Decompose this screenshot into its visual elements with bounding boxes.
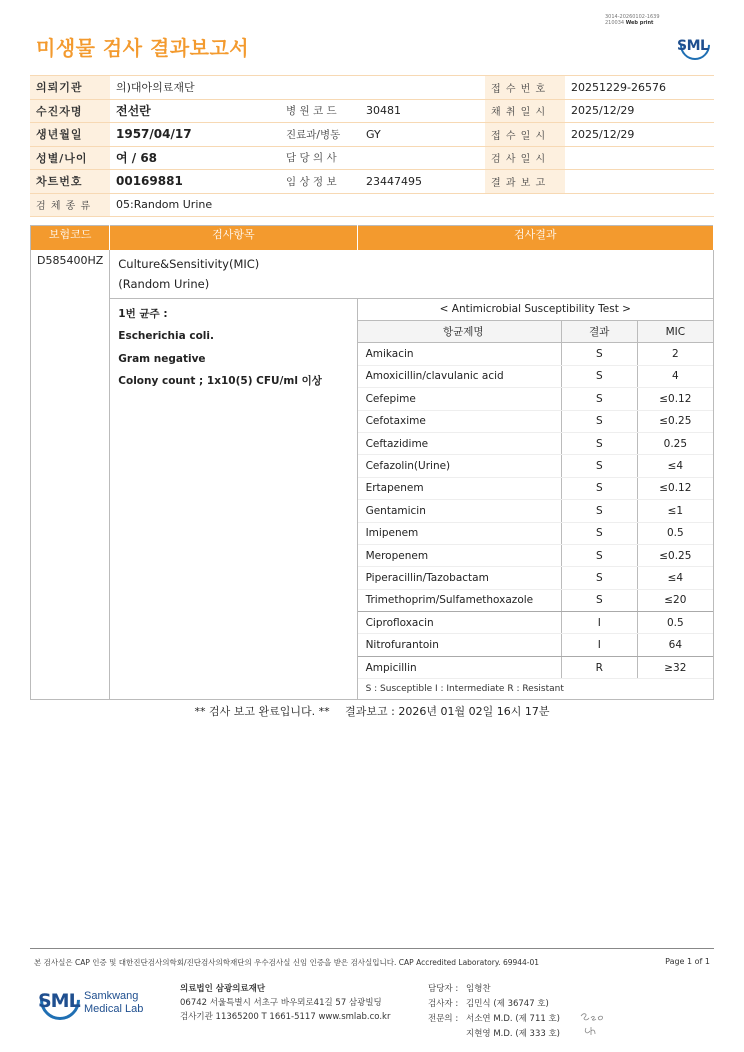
label-patient-name: 수진자명 [30,99,110,123]
header-test-item: 검사항목 [110,226,357,250]
footer-logo-name-line2: Medical Lab [84,1003,144,1015]
footer-logo [38,980,158,1030]
ast-col-drug: 항균제명 [358,321,562,343]
value-result-report [565,170,714,194]
drug-mic: 0.5 [637,612,713,634]
value-hospital-code: 30481 [360,99,485,123]
organism-name: Escherichia coli. [118,330,214,342]
staff-role: 전문의 : [428,1014,459,1024]
drug-name: Trimethoprim/Sulfamethoxazole [358,589,562,611]
staff-name: 지현영 M.D. (제 333 호) [466,1029,561,1039]
label-birth-date: 생년월일 [30,123,110,147]
ast-legend-row [358,679,713,699]
print-stamp-type: Web print [625,20,654,26]
staff-role [428,1027,466,1042]
value-accession-no: 20251229-26576 [565,76,714,100]
info-row [30,99,714,123]
staff-row [428,997,560,1012]
staff-role: 담당자 : [428,984,459,994]
ast-panel [357,298,713,699]
organism-info [110,298,357,699]
ast-row [358,656,713,678]
drug-name: Cefotaxime [358,410,562,432]
ast-row [358,589,713,611]
drug-result: S [561,365,637,387]
drug-mic: ≤20 [637,589,713,611]
print-stamp-id: 3014-20260102-1639 [605,14,660,20]
organism-row [31,298,714,699]
certification-note: 본 검사실은 CAP 인증 및 대한진단검사의학회/진단검사의학재단의 우수검사실 신임 인증을 받은 검사실입니다. CAP Accredited Laboratory. 69944-01 [34,958,540,967]
ast-caption-row [358,299,713,321]
footer-staff [428,982,560,1042]
logo-text: SML [677,38,709,54]
test-row [31,250,714,299]
drug-result: S [561,455,637,477]
drug-mic: 2 [637,343,713,365]
insurance-code: D585400HZ [31,250,110,700]
value-department: GY [360,123,485,147]
test-name [110,250,714,299]
handwritten-signature-icon [578,1010,608,1043]
drug-mic: 0.5 [637,522,713,544]
label-sex-age: 성별/나이 [30,146,110,170]
label-clinical-info: 임 상 정 보 [280,170,360,194]
footer-divider [30,948,714,949]
value-requesting-org: 의)대아의료재단 [110,76,485,100]
drug-name: Ertapenem [358,477,562,499]
drug-mic: ≤0.25 [637,410,713,432]
report-complete-message: ** 검사 보고 완료입니다. ** [194,705,330,718]
sml-logo [676,28,714,64]
drug-name: Ceftazidime [358,432,562,454]
print-stamp-code: 210034 [605,20,625,26]
drug-mic: ≤4 [637,567,713,589]
info-row [30,193,714,217]
signature-graphic [578,1010,608,1038]
drug-name: Cefepime [358,388,562,410]
value-patient-name: 전선란 [110,99,280,123]
page-number: Page 1 of 1 [665,957,710,966]
value-physician [360,146,485,170]
info-row [30,146,714,170]
results-header-row [31,226,714,250]
ast-row [358,567,713,589]
drug-name: Ciprofloxacin [358,612,562,634]
footer-address-line: 06742 서울특별시 서초구 바우뫼로41길 57 삼광빌딩 [180,998,382,1008]
drug-mic: 0.25 [637,432,713,454]
staff-row [428,982,560,997]
ast-row [358,455,713,477]
test-name-line2: (Random Urine) [118,276,210,291]
drug-result: S [561,500,637,522]
ast-col-mic: MIC [637,321,713,343]
gram-stain: Gram negative [118,352,206,365]
label-accession-no: 접 수 번 호 [485,76,565,100]
label-test-date: 검 사 일 시 [485,146,565,170]
drug-mic: ≤0.12 [637,477,713,499]
drug-result: R [561,656,637,678]
value-clinical-info: 23447495 [360,170,485,194]
ast-row [358,388,713,410]
footer-logo-name-line1: Samkwang [84,990,139,1002]
print-stamp [605,14,660,26]
value-birth-date: 1957/04/17 [110,123,280,147]
drug-result: S [561,567,637,589]
info-row [30,76,714,100]
footer-address [180,982,390,1024]
organism-label: 1번 균주 : [118,307,168,320]
label-collection-date: 채 취 일 시 [485,99,565,123]
footer-logo-name [84,990,143,1016]
patient-info-table [30,75,714,217]
drug-result: S [561,544,637,566]
ast-row [358,612,713,634]
ast-row [358,365,713,387]
label-physician: 담 당 의 사 [280,146,360,170]
staff-row [428,1027,560,1042]
ast-legend: S : Susceptible I : Intermediate R : Resistant [358,679,713,699]
ast-row [358,500,713,522]
test-name-line1: Culture&Sensitivity(MIC) [118,256,260,271]
ast-table [358,299,713,699]
staff-name: 김민식 (제 36747 호) [466,999,549,1009]
value-test-date [565,146,714,170]
drug-result: I [561,634,637,656]
ast-caption: < Antimicrobial Susceptibility Test > [358,299,713,321]
drug-mic: 64 [637,634,713,656]
ast-row [358,544,713,566]
drug-result: S [561,343,637,365]
info-row [30,170,714,194]
drug-result: S [561,410,637,432]
drug-mic: 4 [637,365,713,387]
drug-result: I [561,612,637,634]
drug-name: Piperacillin/Tazobactam [358,567,562,589]
report-datetime: 결과보고 : 2026년 01월 02일 16시 17분 [345,705,550,718]
header-insurance-code: 보험코드 [31,226,110,250]
ast-row [358,634,713,656]
colony-count: Colony count ; 1x10(5) CFU/ml 이상 [118,375,322,387]
label-department: 진료과/병동 [280,123,360,147]
label-requesting-org: 의뢰기관 [30,76,110,100]
header-test-result: 검사결과 [357,226,713,250]
value-sex-age: 여 / 68 [110,146,280,170]
value-receipt-date: 2025/12/29 [565,123,714,147]
drug-mic: ≤4 [637,455,713,477]
drug-name: Gentamicin [358,500,562,522]
staff-name: 임형찬 [466,984,491,994]
ast-row [358,343,713,365]
label-specimen-type: 검 체 종 류 [30,193,110,217]
drug-name: Amikacin [358,343,562,365]
label-result-report: 결 과 보 고 [485,170,565,194]
drug-result: S [561,388,637,410]
footer-org-name: 의료법인 삼광의료재단 [180,984,266,994]
drug-result: S [561,432,637,454]
info-row [30,123,714,147]
ast-row [358,477,713,499]
staff-row [428,1012,560,1027]
drug-name: Nitrofurantoin [358,634,562,656]
drug-mic: ≤0.25 [637,544,713,566]
drug-name: Amoxicillin/clavulanic acid [358,365,562,387]
drug-name: Imipenem [358,522,562,544]
staff-name: 서소연 M.D. (제 711 호) [466,1014,561,1024]
footer-logo-sml: SML [38,990,80,1012]
value-specimen-type: 05:Random Urine [110,193,714,217]
drug-mic: ≤1 [637,500,713,522]
drug-name: Cefazolin(Urine) [358,455,562,477]
label-receipt-date: 접 수 일 시 [485,123,565,147]
results-table [30,225,714,700]
drug-name: Ampicillin [358,656,562,678]
label-hospital-code: 병 원 코 드 [280,99,360,123]
report-title: 미생물 검사 결과보고서 [36,36,250,60]
ast-column-header-row [358,321,713,343]
drug-result: S [561,522,637,544]
footer-contact-line: 검사기관 11365200 T 1661-5117 www.smlab.co.kr [180,1012,391,1022]
ast-col-result: 결과 [561,321,637,343]
drug-mic: ≤0.12 [637,388,713,410]
value-chart-no: 00169881 [110,170,280,194]
ast-row [358,410,713,432]
staff-role: 검사자 : [428,999,459,1009]
drug-name: Meropenem [358,544,562,566]
label-chart-no: 차트번호 [30,170,110,194]
drug-result: S [561,477,637,499]
report-complete-line [0,703,744,719]
drug-mic: ≥32 [637,656,713,678]
ast-row [358,522,713,544]
drug-result: S [561,589,637,611]
value-collection-date: 2025/12/29 [565,99,714,123]
ast-row [358,432,713,454]
